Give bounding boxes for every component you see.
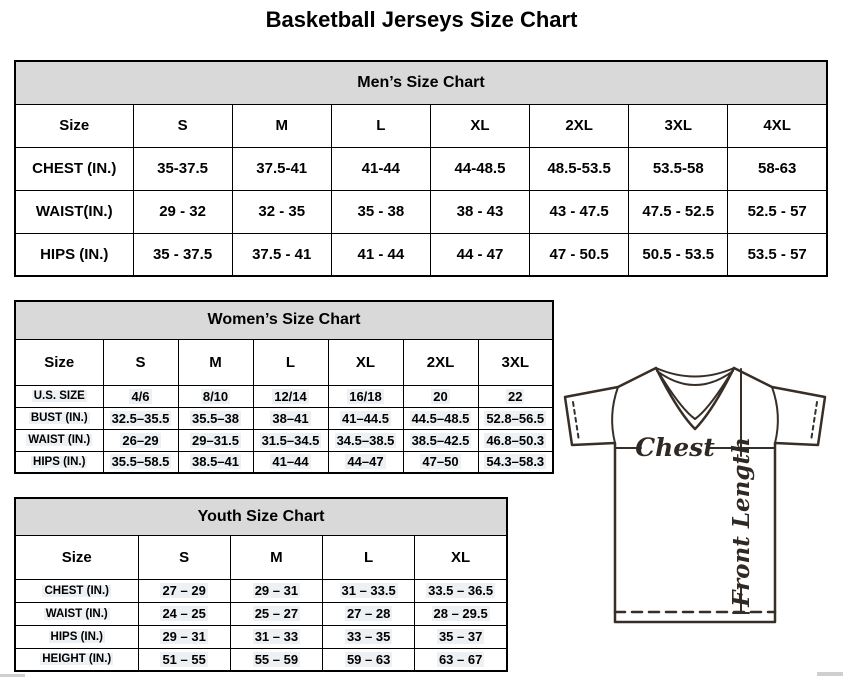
womens-size-header-3XL: 3XL [478, 339, 553, 385]
youth-value-r2c0 [138, 625, 230, 648]
womens-value-r1c5 [478, 407, 553, 429]
youth-value-r2c3-text: 35 – 37 [438, 629, 483, 644]
youth-row-label-3 [15, 648, 138, 671]
womens-value-r2c5 [478, 429, 553, 451]
mens-value-r0c6: 58-63 [728, 147, 827, 190]
womens-row-label-1 [15, 407, 103, 429]
womens-table-row-2 [15, 429, 553, 451]
youth-size-header-L: L [323, 535, 415, 579]
youth-row-label-0-text: CHEST (IN.) [44, 584, 110, 597]
youth-row-label-0 [15, 579, 138, 602]
mens-chart-title: Men’s Size Chart [15, 61, 827, 104]
youth-value-r2c1-text: 31 – 33 [254, 629, 299, 644]
womens-value-r2c0-text: 26–29 [122, 432, 159, 448]
right-armhole-seam [772, 387, 778, 443]
mens-value-r0c3: 44-48.5 [430, 147, 529, 190]
youth-size-header-S: S [138, 535, 230, 579]
mens-size-header-XL: XL [430, 104, 529, 147]
womens-value-r1c2-text: 38–41 [272, 410, 309, 426]
mens-value-r0c5: 53.5-58 [629, 147, 728, 190]
youth-value-r0c2-text: 31 – 33.5 [341, 583, 396, 598]
right-cuff-dashed-line [811, 402, 817, 441]
mens-size-label: Size [15, 104, 133, 147]
gray-artifact-left [0, 674, 25, 677]
youth-value-r0c0 [138, 579, 230, 602]
youth-value-r3c3-text: 63 – 67 [438, 651, 483, 667]
chest-label: Chest [635, 433, 715, 462]
page-title: Basketball Jerseys Size Chart [265, 7, 578, 32]
mens-size-header-row [15, 104, 827, 147]
mens-value-r1c4: 43 - 47.5 [530, 190, 629, 233]
mens-table-row-1 [15, 190, 827, 233]
mens-row-label-0: CHEST (IN.) [15, 147, 133, 190]
womens-value-r3c4 [403, 451, 478, 473]
mens-size-header-4XL: 4XL [728, 104, 827, 147]
womens-row-label-3-text: HIPS (IN.) [33, 455, 86, 468]
womens-value-r1c0-text: 32.5–35.5 [111, 410, 170, 426]
youth-value-r3c2-text: 59 – 63 [346, 651, 391, 667]
mens-value-r2c6: 53.5 - 57 [728, 233, 827, 276]
womens-value-r1c4 [403, 407, 478, 429]
mens-size-header-3XL: 3XL [629, 104, 728, 147]
womens-size-header-XL: XL [328, 339, 403, 385]
womens-row-label-1-text: BUST (IN.) [30, 412, 88, 424]
youth-size-table [14, 497, 508, 672]
youth-value-r0c1 [230, 579, 322, 602]
womens-value-r1c1-text: 35.5–38 [192, 410, 239, 426]
mens-value-r2c2: 41 - 44 [331, 233, 430, 276]
mens-value-r1c1: 32 - 35 [232, 190, 331, 233]
mens-value-r2c5: 50.5 - 53.5 [629, 233, 728, 276]
womens-value-r2c2-text: 31.5–34.5 [261, 432, 320, 448]
womens-value-r2c2 [253, 429, 328, 451]
youth-table-row-3 [15, 648, 507, 671]
womens-table-row-1 [15, 407, 553, 429]
mens-value-r2c1: 37.5 - 41 [232, 233, 331, 276]
youth-value-r1c3-text: 28 – 29.5 [433, 606, 488, 621]
womens-value-r0c0-text: 4/6 [131, 388, 150, 404]
womens-value-r1c3-text: 41–44.5 [342, 410, 389, 426]
youth-value-r2c1 [230, 625, 322, 648]
youth-value-r3c3 [415, 648, 507, 671]
youth-row-label-2-text: HIPS (IN.) [50, 630, 103, 643]
womens-row-label-2 [15, 429, 103, 451]
womens-size-label: Size [15, 339, 103, 385]
mens-row-label-2: HIPS (IN.) [15, 233, 133, 276]
mens-size-table [14, 60, 828, 277]
womens-size-table [14, 300, 554, 474]
womens-value-r3c3-text: 44–47 [347, 454, 384, 470]
womens-size-header-L: L [253, 339, 328, 385]
youth-value-r1c0 [138, 602, 230, 625]
youth-value-r2c3 [415, 625, 507, 648]
youth-value-r2c0-text: 29 – 31 [162, 629, 206, 644]
mens-value-r0c4: 48.5-53.5 [530, 147, 629, 190]
womens-value-r1c2 [253, 407, 328, 429]
mens-value-r1c6: 52.5 - 57 [728, 190, 827, 233]
youth-chart-title: Youth Size Chart [15, 498, 507, 535]
womens-value-r3c5-text: 54.3–58.3 [486, 454, 545, 470]
youth-value-r0c1-text: 29 – 31 [254, 583, 299, 598]
mens-size-header-S: S [133, 104, 232, 147]
mens-value-r1c0: 29 - 32 [133, 190, 232, 233]
womens-value-r3c2-text: 41–44 [272, 454, 309, 470]
mens-value-r0c2: 41-44 [331, 147, 430, 190]
youth-title-row [15, 498, 507, 535]
youth-table-row-2 [15, 625, 507, 648]
womens-value-r0c0 [103, 385, 178, 407]
youth-value-r3c1 [230, 648, 322, 671]
front-length-label: Front Length [728, 437, 755, 607]
womens-value-r1c1 [178, 407, 253, 429]
womens-value-r0c5-text: 22 [508, 388, 523, 404]
womens-value-r2c0 [103, 429, 178, 451]
youth-value-r2c2 [323, 625, 415, 648]
mens-value-r1c2: 35 - 38 [331, 190, 430, 233]
youth-row-label-1-text: WAIST (IN.) [45, 607, 108, 620]
womens-value-r2c1-text: 29–31.5 [192, 432, 239, 448]
youth-table-row-0 [15, 579, 507, 602]
womens-value-r3c1 [178, 451, 253, 473]
youth-value-r0c3-text: 33.5 – 36.5 [428, 583, 494, 598]
youth-size-label: Size [15, 535, 138, 579]
youth-size-header-XL: XL [415, 535, 507, 579]
youth-value-r1c1-text: 25 – 27 [254, 606, 299, 621]
youth-value-r1c2 [323, 602, 415, 625]
womens-value-r0c3 [328, 385, 403, 407]
womens-row-label-0-text: U.S. SIZE [33, 390, 85, 402]
mens-size-header-L: L [331, 104, 430, 147]
womens-value-r3c0-text: 35.5–58.5 [111, 454, 170, 470]
womens-table-row-0 [15, 385, 553, 407]
mens-size-header-M: M [232, 104, 331, 147]
womens-size-header-2XL: 2XL [403, 339, 478, 385]
womens-value-r2c4-text: 38.5–42.5 [411, 432, 470, 448]
womens-value-r3c4-text: 47–50 [422, 454, 459, 470]
mens-title-row [15, 61, 827, 104]
womens-value-r2c3-text: 34.5–38.5 [336, 432, 395, 448]
youth-value-r3c2 [323, 648, 415, 671]
womens-value-r3c1-text: 38.5–41 [192, 454, 239, 470]
youth-value-r1c2-text: 27 – 28 [346, 606, 391, 621]
womens-value-r2c4 [403, 429, 478, 451]
mens-value-r0c0: 35-37.5 [133, 147, 232, 190]
left-cuff-dashed-line [573, 402, 579, 441]
womens-value-r3c3 [328, 451, 403, 473]
womens-row-label-3 [15, 451, 103, 473]
youth-value-r3c1-text: 55 – 59 [254, 651, 299, 667]
mens-value-r1c3: 38 - 43 [430, 190, 529, 233]
jersey-outline-shape [565, 368, 825, 622]
womens-value-r0c1 [178, 385, 253, 407]
mens-value-r0c1: 37.5-41 [232, 147, 331, 190]
youth-row-label-2 [15, 625, 138, 648]
jersey-diagram [556, 360, 838, 632]
mens-value-r1c5: 47.5 - 52.5 [629, 190, 728, 233]
youth-size-header-M: M [230, 535, 322, 579]
womens-size-header-M: M [178, 339, 253, 385]
mens-row-label-1: WAIST(IN.) [15, 190, 133, 233]
mens-value-r2c4: 47 - 50.5 [530, 233, 629, 276]
womens-value-r2c3 [328, 429, 403, 451]
womens-row-label-2-text: WAIST (IN.) [28, 434, 91, 446]
womens-value-r0c2 [253, 385, 328, 407]
mens-value-r2c0: 35 - 37.5 [133, 233, 232, 276]
youth-table-row-1 [15, 602, 507, 625]
youth-row-label-3-text: HEIGHT (IN.) [42, 653, 112, 666]
youth-value-r1c1 [230, 602, 322, 625]
womens-value-r1c5-text: 52.8–56.5 [486, 410, 545, 426]
womens-size-header-S: S [103, 339, 178, 385]
youth-value-r0c2 [323, 579, 415, 602]
collar-back-curve [656, 368, 734, 377]
youth-value-r1c0-text: 24 – 25 [162, 606, 206, 621]
womens-value-r1c4-text: 44.5–48.5 [411, 410, 470, 426]
womens-value-r0c4-text: 20 [433, 388, 448, 404]
left-armhole-seam [612, 387, 618, 443]
womens-title-row [15, 301, 553, 339]
youth-row-label-1 [15, 602, 138, 625]
youth-value-r1c3 [415, 602, 507, 625]
youth-value-r3c0 [138, 648, 230, 671]
womens-value-r2c5-text: 46.8–50.3 [486, 432, 545, 448]
womens-table-row-3 [15, 451, 553, 473]
gray-artifact-right [817, 672, 843, 676]
womens-value-r0c2-text: 12/14 [274, 388, 307, 404]
womens-value-r0c4 [403, 385, 478, 407]
mens-size-header-2XL: 2XL [530, 104, 629, 147]
youth-value-r0c3 [415, 579, 507, 602]
womens-value-r0c1-text: 8/10 [202, 388, 229, 404]
youth-size-header-row [15, 535, 507, 579]
youth-value-r0c0-text: 27 – 29 [162, 583, 206, 598]
womens-value-r0c5 [478, 385, 553, 407]
youth-value-r3c0-text: 51 – 55 [162, 651, 206, 667]
womens-row-label-0 [15, 385, 103, 407]
womens-value-r3c5 [478, 451, 553, 473]
womens-value-r2c1 [178, 429, 253, 451]
womens-value-r1c3 [328, 407, 403, 429]
womens-value-r3c2 [253, 451, 328, 473]
womens-value-r3c0 [103, 451, 178, 473]
mens-table-row-2 [15, 233, 827, 276]
womens-chart-title: Women’s Size Chart [15, 301, 553, 339]
mens-table-row-0 [15, 147, 827, 190]
womens-value-r1c0 [103, 407, 178, 429]
womens-value-r0c3-text: 16/18 [349, 388, 382, 404]
youth-value-r2c2-text: 33 – 35 [346, 629, 391, 644]
womens-size-header-row [15, 339, 553, 385]
mens-value-r2c3: 44 - 47 [430, 233, 529, 276]
